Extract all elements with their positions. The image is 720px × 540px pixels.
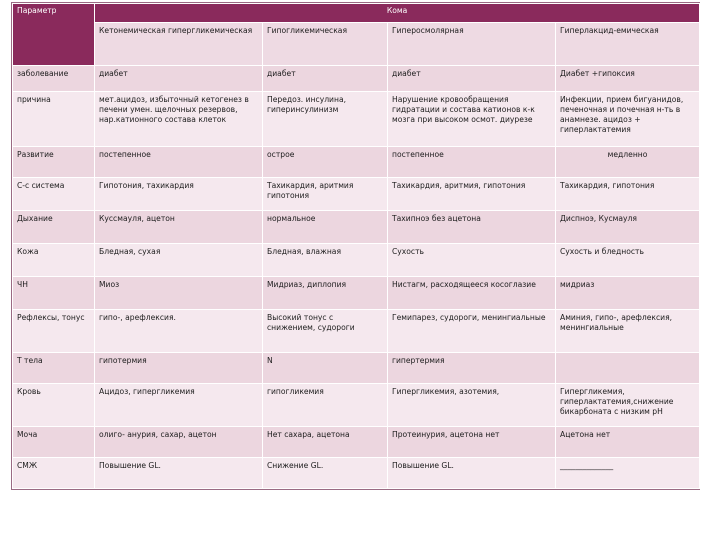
value-cell: Протеинурия, ацетона нет xyxy=(388,427,556,458)
value-cell: Тахикардия, аритмия, гипотония xyxy=(388,178,556,211)
value-cell: Диспноэ, Кусмауля xyxy=(556,211,700,244)
value-cell: Сухость xyxy=(388,244,556,277)
param-cell: Кровь xyxy=(13,384,95,427)
value-cell: гипертермия xyxy=(388,353,556,384)
column-header: Кетонемическая гипергликемическая xyxy=(95,23,263,66)
subheader-row xyxy=(13,23,700,66)
value-cell: гипо-, арефлексия. xyxy=(95,310,263,353)
table-row xyxy=(13,244,700,277)
value-cell: постепенное xyxy=(388,147,556,178)
value-cell: Нарушение кровообращения гидратации и состава катионов к-к мозга при высоком осмот. диурезе xyxy=(388,92,556,147)
column-header: Гипогликемическая xyxy=(263,23,388,66)
value-cell: N xyxy=(263,353,388,384)
value-cell: Тахикардия, аритмия гипотония xyxy=(263,178,388,211)
value-cell: Повышение GL. xyxy=(388,458,556,489)
param-cell: С-с система xyxy=(13,178,95,211)
table-row xyxy=(13,353,700,384)
value-cell: Гипергликемия, азотемия, xyxy=(388,384,556,427)
header-row xyxy=(13,4,700,23)
value-cell: Сухость и бледность xyxy=(556,244,700,277)
value-cell: Миоз xyxy=(95,277,263,310)
value-cell: острое xyxy=(263,147,388,178)
param-cell: Рефлексы, тонус xyxy=(13,310,95,353)
table-row xyxy=(13,458,700,489)
header-param: Параметр xyxy=(13,4,95,66)
value-cell: диабет xyxy=(388,66,556,92)
value-cell: Повышение GL. xyxy=(95,458,263,489)
value-cell: Передоз. инсулина, гиперинсулинизм xyxy=(263,92,388,147)
table-row xyxy=(13,310,700,353)
param-cell: Моча xyxy=(13,427,95,458)
value-cell: Гемипарез, судороги, менингиальные xyxy=(388,310,556,353)
value-cell: Нистагм, расходящееся косоглазие xyxy=(388,277,556,310)
value-cell: Снижение GL. xyxy=(263,458,388,489)
value-cell: Высокий тонус с снижением, судороги xyxy=(263,310,388,353)
table-row xyxy=(13,66,700,92)
value-cell: медленно xyxy=(556,147,700,178)
column-header: Гиперлакцид-емическая xyxy=(556,23,700,66)
value-cell: Аминия, гипо-, арефлексия, менингиальные xyxy=(556,310,700,353)
value-cell: Нет сахара, ацетона xyxy=(263,427,388,458)
value-cell: Бледная, влажная xyxy=(263,244,388,277)
value-cell: постепенное xyxy=(95,147,263,178)
param-cell: Т тела xyxy=(13,353,95,384)
coma-comparison-table xyxy=(11,2,700,490)
value-cell: Диабет +гипоксия xyxy=(556,66,700,92)
value-cell: Тахипноэ без ацетона xyxy=(388,211,556,244)
value-cell: Мидриаз, диплопия xyxy=(263,277,388,310)
value-cell: мет.ацидоз, избыточный кетогенез в печени умен. щелочных резервов, нар.катионного состава клеток xyxy=(95,92,263,147)
value-cell: диабет xyxy=(263,66,388,92)
table-row xyxy=(13,427,700,458)
column-header: Гиперосмолярная xyxy=(388,23,556,66)
value-cell: Инфекции, прием бигуанидов, печеночная и почечная н-ть в анамнезе. ацидоз + гиперлактатемия xyxy=(556,92,700,147)
header-coma: Кома xyxy=(95,4,700,23)
param-cell: ЧН xyxy=(13,277,95,310)
value-cell: мидриаз xyxy=(556,277,700,310)
param-cell: Развитие xyxy=(13,147,95,178)
table-row xyxy=(13,384,700,427)
param-cell: Дыхание xyxy=(13,211,95,244)
value-cell: диабет xyxy=(95,66,263,92)
value-cell: Гипергликемия, гиперлактатемия,снижение бикарбоната с низким рН xyxy=(556,384,700,427)
value-cell: Гипотония, тахикардия xyxy=(95,178,263,211)
param-cell: Кожа xyxy=(13,244,95,277)
table-row xyxy=(13,147,700,178)
value-cell: ______________ xyxy=(556,458,700,489)
value-cell: олиго- анурия, сахар, ацетон xyxy=(95,427,263,458)
table-row xyxy=(13,277,700,310)
value-cell: Куссмауля, ацетон xyxy=(95,211,263,244)
param-cell: СМЖ xyxy=(13,458,95,489)
value-cell: Бледная, сухая xyxy=(95,244,263,277)
table-row xyxy=(13,178,700,211)
param-cell: заболевание xyxy=(13,66,95,92)
table xyxy=(12,3,700,489)
value-cell: гипогликемия xyxy=(263,384,388,427)
table-row xyxy=(13,211,700,244)
param-cell: причина xyxy=(13,92,95,147)
value-cell: Ацетона нет xyxy=(556,427,700,458)
value-cell: гипотермия xyxy=(95,353,263,384)
value-cell: нормальное xyxy=(263,211,388,244)
value-cell xyxy=(556,353,700,384)
table-row xyxy=(13,92,700,147)
value-cell: Тахикардия, гипотония xyxy=(556,178,700,211)
value-cell: Ацидоз, гипергликемия xyxy=(95,384,263,427)
